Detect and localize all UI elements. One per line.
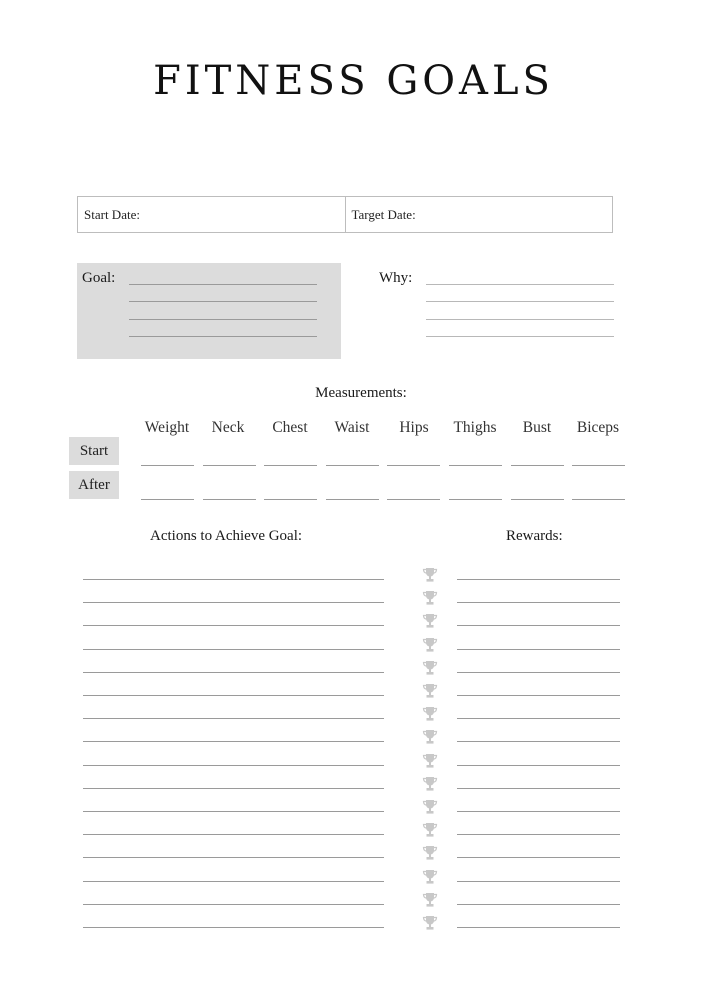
action-line[interactable] (83, 695, 384, 696)
measure-line-start[interactable] (203, 465, 256, 466)
measure-col-biceps: Biceps (576, 419, 620, 436)
reward-line[interactable] (457, 765, 620, 766)
trophy-icon (422, 869, 438, 885)
action-line[interactable] (83, 741, 384, 742)
action-line[interactable] (83, 834, 384, 835)
trophy-icon (422, 776, 438, 792)
action-line[interactable] (83, 881, 384, 882)
measure-col-hips: Hips (399, 419, 429, 436)
trophy-icon (422, 637, 438, 653)
why-line[interactable] (426, 284, 614, 285)
reward-line[interactable] (457, 788, 620, 789)
action-line[interactable] (83, 811, 384, 812)
action-line[interactable] (83, 649, 384, 650)
target-date-field[interactable] (345, 197, 613, 232)
trophy-icon (422, 845, 438, 861)
trophy-icon (422, 567, 438, 583)
measure-col-weight: Weight (144, 419, 190, 436)
measure-col-thighs: Thighs (453, 419, 497, 436)
page-title: FITNESS GOALS (153, 58, 554, 104)
action-line[interactable] (83, 857, 384, 858)
trophy-icon (422, 706, 438, 722)
actions-title: Actions to Achieve Goal: (150, 528, 303, 544)
why-line[interactable] (426, 336, 614, 337)
target-date-label: Target Date: (351, 206, 416, 222)
action-line[interactable] (83, 718, 384, 719)
why-line[interactable] (426, 301, 614, 302)
reward-line[interactable] (457, 672, 620, 673)
rewards-title: Rewards: (506, 528, 563, 544)
reward-line[interactable] (457, 927, 620, 928)
measure-row-start: Start (69, 437, 119, 465)
reward-line[interactable] (457, 811, 620, 812)
action-line[interactable] (83, 579, 384, 580)
trophy-icon (422, 660, 438, 676)
measure-col-neck: Neck (211, 419, 245, 436)
action-line[interactable] (83, 625, 384, 626)
action-line[interactable] (83, 788, 384, 789)
trophy-icon (422, 822, 438, 838)
why-line[interactable] (426, 319, 614, 320)
goal-line[interactable] (129, 284, 317, 285)
action-line[interactable] (83, 672, 384, 673)
measure-col-chest: Chest (272, 419, 308, 436)
reward-line[interactable] (457, 625, 620, 626)
date-bar (77, 196, 613, 233)
goal-line[interactable] (129, 319, 317, 320)
goal-line[interactable] (129, 336, 317, 337)
measure-line-start[interactable] (449, 465, 502, 466)
measure-line-start[interactable] (141, 465, 194, 466)
trophy-icon (422, 590, 438, 606)
action-line[interactable] (83, 927, 384, 928)
trophy-icon (422, 613, 438, 629)
measure-line-after[interactable] (326, 499, 379, 500)
reward-line[interactable] (457, 881, 620, 882)
goal-label: Goal: (82, 270, 116, 286)
measure-line-start[interactable] (511, 465, 564, 466)
measure-line-start[interactable] (264, 465, 317, 466)
reward-line[interactable] (457, 834, 620, 835)
measure-line-after[interactable] (511, 499, 564, 500)
reward-line[interactable] (457, 741, 620, 742)
measure-line-after[interactable] (264, 499, 317, 500)
why-label: Why: (379, 270, 413, 286)
trophy-icon (422, 915, 438, 931)
measure-line-after[interactable] (203, 499, 256, 500)
measure-col-bust: Bust (522, 419, 552, 436)
goal-box[interactable] (77, 263, 341, 359)
trophy-icon (422, 892, 438, 908)
measure-line-start[interactable] (326, 465, 379, 466)
measure-line-after[interactable] (387, 499, 440, 500)
reward-line[interactable] (457, 602, 620, 603)
trophy-icon (422, 753, 438, 769)
measure-line-after[interactable] (141, 499, 194, 500)
trophy-icon (422, 799, 438, 815)
trophy-icon (422, 683, 438, 699)
reward-line[interactable] (457, 695, 620, 696)
measurements-title: Measurements: (315, 385, 407, 401)
reward-line[interactable] (457, 904, 620, 905)
reward-line[interactable] (457, 857, 620, 858)
reward-line[interactable] (457, 718, 620, 719)
measure-line-after[interactable] (449, 499, 502, 500)
action-line[interactable] (83, 904, 384, 905)
measure-col-waist: Waist (334, 419, 370, 436)
action-line[interactable] (83, 602, 384, 603)
measure-line-start[interactable] (387, 465, 440, 466)
measure-row-after: After (69, 471, 119, 499)
reward-line[interactable] (457, 649, 620, 650)
action-line[interactable] (83, 765, 384, 766)
goal-line[interactable] (129, 301, 317, 302)
reward-line[interactable] (457, 579, 620, 580)
start-date-label: Start Date: (84, 206, 140, 222)
start-date-field[interactable] (78, 197, 345, 232)
trophy-icon (422, 729, 438, 745)
measure-line-after[interactable] (572, 499, 625, 500)
measure-line-start[interactable] (572, 465, 625, 466)
